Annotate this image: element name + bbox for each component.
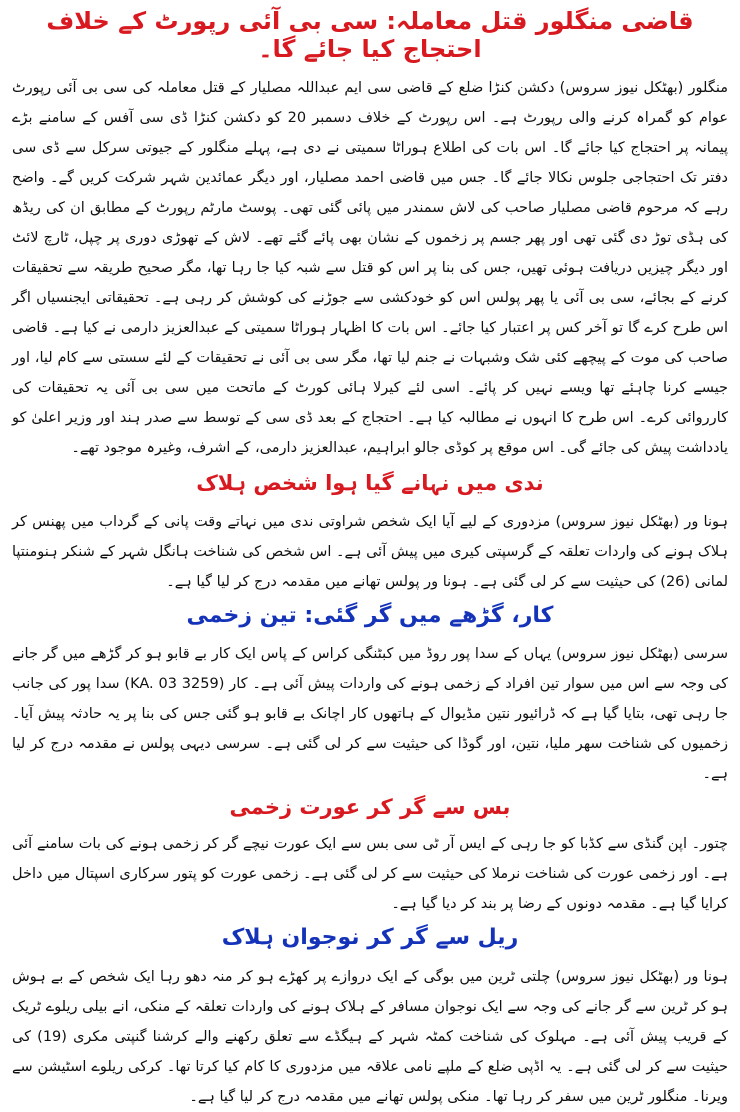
story-car-accident: سرسی (بھٹکل نیوز سروس) یہاں کے سدا پور روڈ میں کبٹنگی کراس کے پاس ایک کار بے قابو ہو کر گڑھے میں گر جانے کی وجہ سے اس میں سوار تین افراد کے زخمی ہونے کی واردات پیش آئی ہے۔ کار (KA. 03 3259) سدا پور کی جانب جا رہی تھی، بتایا گیا ہے کہ ڈرائیور نتین مڈیوال کے ہاتھوں کار اچانک بے قابو ہو گئی جس کی بنا پر یہ حادثہ پیش آیا۔ زخمیوں کی شناخت سھر ملیا، نتین، اور گوڈا کی حیثیت سے کر لی گئی ہے۔ سرسی دیہی پولس نے مقدمہ درج کر لیا ہے۔ [12,645,728,782]
headline-train-fall: ریل سے گر کر نوجوان ہلاک [221,924,519,950]
headline-qazi-murder-case: قاضی منگلور قتل معاملہ: سی بی آئی رپورٹ کے خلاف احتجاج کیا جائے گا۔ [46,7,694,63]
headline-bus-fall: بس سے گر کر عورت زخمی [229,794,511,819]
story-bus-fall: چتور۔ اپن گنڈی سے کڈبا کو جا رہی کے ایس آر ٹی سی بس سے ایک عورت نیچے گر کر زخمی ہونے کی بات سامنے آئی ہے۔ اور زخمی عورت کی شناخت نرملا کی حیثیت سے کر لی گئی ہے۔ زخمی عورت کو پتور سرکاری اسپتال میں داخل کرایا گیا ہے۔ مقدمہ دونوں کے رضا پر بند کر دیا گیا ہے۔ [12,835,728,912]
story-qazi-murder-case: منگلور (بھٹکل نیوز سروس) دکشن کنڑا ضلع کے قاضی سی ایم عبداللہ مصلیار کے قتل معاملہ کی سی بی آئی رپورٹ عوام کو گمراہ کرنے والی رپورٹ ہے۔ اس رپورٹ کے خلاف دسمبر 20 کو دکشن کنڑا ڈی سی آفس کے سامنے بڑے پیمانہ پر احتجاج کیا جائے گا۔ اس بات کی اطلاع ہوراٹا سمیتی نے دی ہے، پہلے منگلور کے جیوتی سرکل سے ڈی سی دفتر تک احتجاجی جلوس نکالا جائے گا۔ جس میں قاضی احمد مصلیار، اور دیگر عمائدین شہر شرکت کریں گے۔ واضح رہے کہ مرحوم قاضی مصلیار صاحب کی لاش سمندر میں پائی گئی تھی۔ پوسٹ مارٹم رپورٹ کے مطابق ان کی ریڈھ کی ہڈی توڑ دی گئی تھی اور پھر جسم پر زخموں کے نشان بھی پائے گئے تھے۔ لاش کے تھوڑی دوری پر چپل، ٹارچ لائٹ اور دیگر چیزیں دریافت ہوئی تھیں، جس کی بنا پر اس کو قتل سے شبہ کیا جا رہا تھا، مگر صحیح طریقہ سے تحقیقات کرنے کے بجائے، سی بی آئی یا پھر پولس اس کو خودکشی سے جوڑنے کی کوشش کر رہی ہے۔ تحقیقاتی ایجنسیاں اگر اس طرح کرے گا تو آخر کس پر اعتبار کیا جائے۔ اس بات کا اظہار ہوراٹا سمیتی کے عبدالعزیز دارمی نے کیا ہے۔ قاضی صاحب کی موت کے پیچھے کئی شک وشبہات نے جنم لیا تھا، مگر سی بی آئی نے تحقیقات کے لئے سستی سے کام لیا، اور جیسے کرنا چاہئے تھا ویسے نہیں کر پائے۔ اسی لئے کیرلا ہائی کورٹ کے ماتحت میں سی بی آئی یہ تحقیقات کی کارروائی کرے۔ اس طرح کا انہوں نے مطالبہ کیا ہے۔ احتجاج کے بعد ڈی سی کے توسط سے صدر ہند اور وزیر اعلیٰ کو یادداشت پیش کی جائے گی۔ اس موقع پر کوڈی جالو ابراہیم، عبدالعزیز دارمی، کے اشرف، وغیرہ موجود تھے۔ [12,80,728,457]
story-river-drowning: ہونا ور (بھٹکل نیوز سروس) مزدوری کے لیے آیا ایک شخص شراوتی ندی میں نہاتے وقت پانی کے گرداب میں پھنس کر ہلاک ہونے کی واردات تعلقہ کے گرسپتی کیری میں پیش آئی ہے۔ اس شخص کی شناخت ہانگل شہر کے شنکر ہنومنتپا لمانی (26) کی حیثیت سے کر لی گئی ہے۔ ہونا ور پولس تھانے میں مقدمہ درج کر لیا گیا ہے۔ [12,514,728,591]
headline-car-accident: کار، گڑھے میں گر گئی: تین زخمی [186,603,554,629]
headline-river-drowning: ندی میں نہانے گیا ہوا شخص ہلاک [196,471,544,496]
story-train-fall: ہونا ور (بھٹکل نیوز سروس) چلتی ٹرین میں بوگی کے ایک دروازے پر کھڑے ہو کر منہ دھو رہا ایک شخص کے بے ہوش ہو کر ٹرین سے گر جانے کی وجہ سے ایک نوجوان مسافر کے ہلاک ہونے کی واردات تعلقہ کے منکی، انے بیلی ریلوے ٹریک کے قریب پیش آئی ہے۔ مہلوک کی شناخت کمٹہ شہر کے ہیگڈے سے تعلق رکھنے والے کرشنا گنپتی مکری (19) کی حیثیت سے کر لی گئی ہے۔ یہ اڈپی ضلع کے ملپے نامی علاقہ میں مزدوری کا کام کیا کرتا تھا۔ کرکی ریلوے اسٹیشن سے ویرنا۔ منگلور ٹرین میں سفر کر رہا تھا۔ منکی پولس تھانے میں مقدمہ درج کر لیا گیا ہے۔ [12,969,728,1106]
